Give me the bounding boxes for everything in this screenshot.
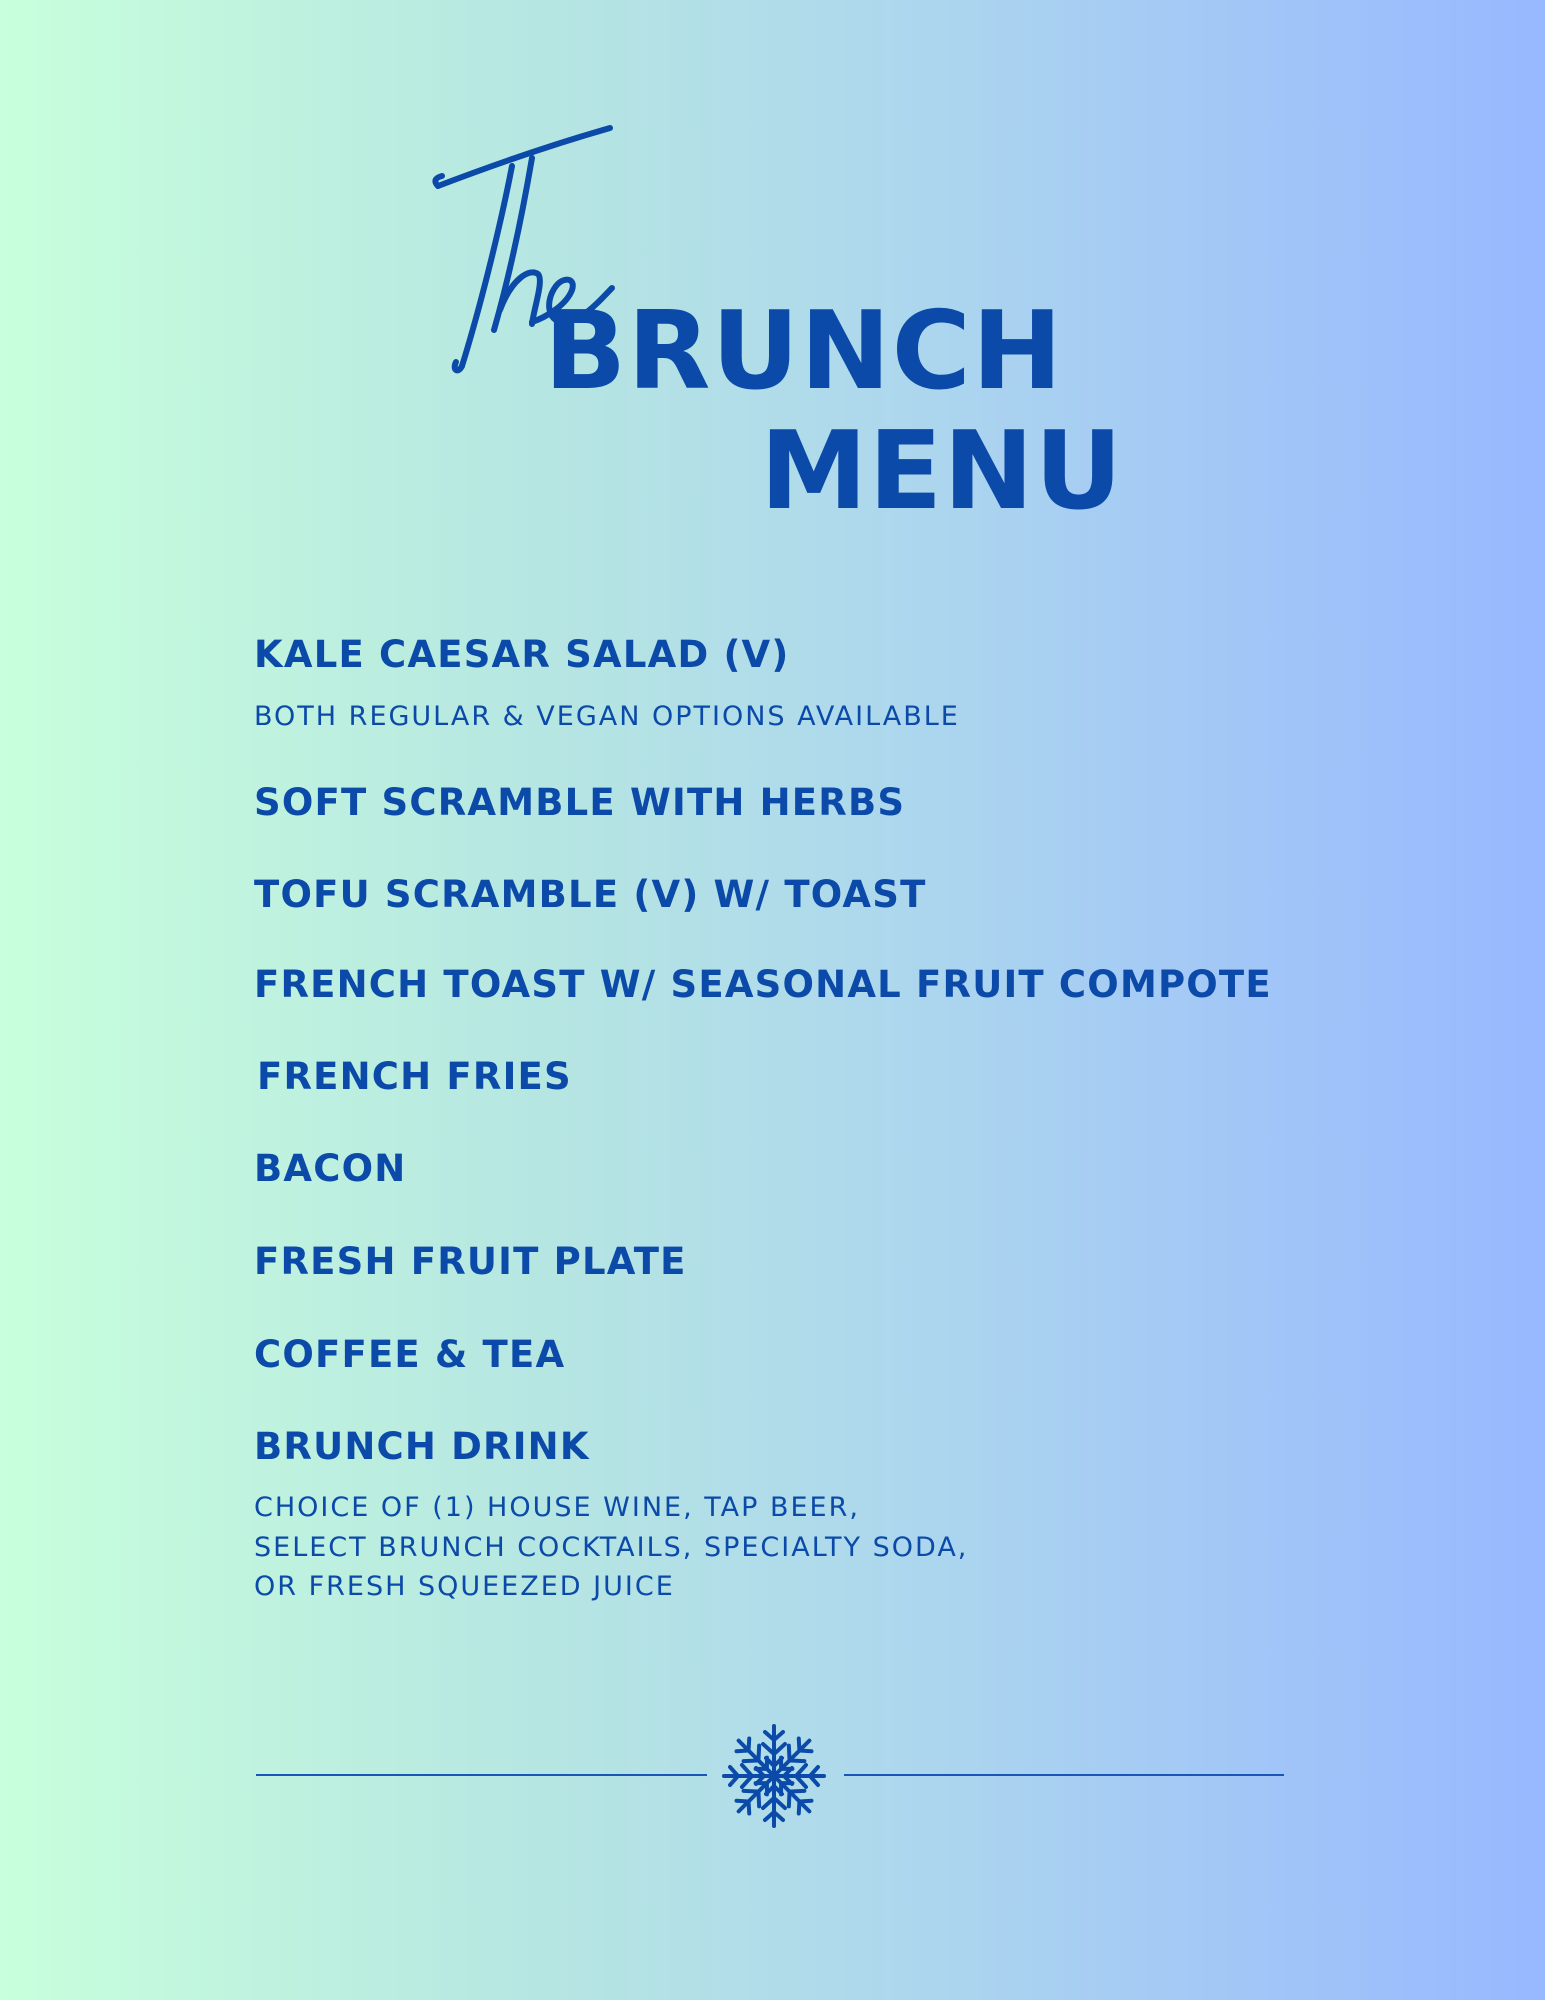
- menu-item-name: TOFU SCRAMBLE (V) W/ TOAST: [254, 873, 927, 916]
- menu-item-description: BOTH REGULAR & VEGAN OPTIONS AVAILABLE: [254, 701, 960, 732]
- menu-item-name: COFFEE & TEA: [254, 1333, 566, 1376]
- menu-item-name: BACON: [254, 1147, 407, 1190]
- title-menu: MENU: [760, 409, 1124, 534]
- divider-line-left: [256, 1774, 707, 1776]
- snowflake-icon: [720, 1722, 828, 1830]
- menu-item-name: FRESH FRUIT PLATE: [254, 1240, 687, 1283]
- menu-item-name: FRENCH TOAST W/ SEASONAL FRUIT COMPOTE: [254, 963, 1272, 1006]
- menu-item-name: FRENCH FRIES: [257, 1055, 572, 1098]
- menu-item-name: KALE CAESAR SALAD (V): [254, 633, 790, 676]
- menu-item-description-line: CHOICE OF (1) HOUSE WINE, TAP BEER,: [254, 1492, 860, 1523]
- menu-item-description-line: SELECT BRUNCH COCKTAILS, SPECIALTY SODA,: [254, 1532, 969, 1563]
- menu-item-name: SOFT SCRAMBLE WITH HERBS: [254, 781, 906, 824]
- menu-item-description-line: OR FRESH SQUEEZED JUICE: [254, 1571, 675, 1602]
- title-brunch: BRUNCH: [544, 289, 1064, 414]
- menu-item-name: BRUNCH DRINK: [254, 1425, 590, 1468]
- divider-line-right: [844, 1774, 1284, 1776]
